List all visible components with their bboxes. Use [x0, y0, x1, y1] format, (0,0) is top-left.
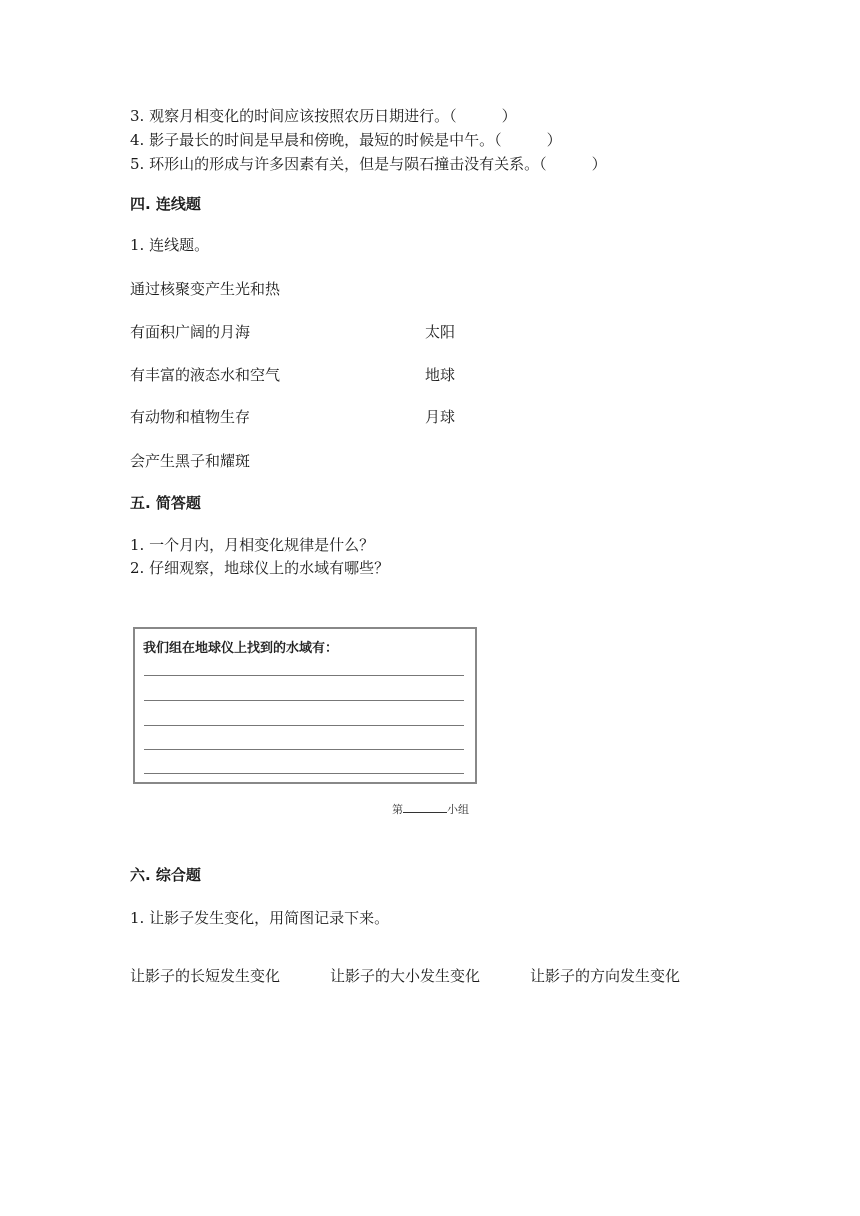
- matching-right-item: 太阳: [425, 323, 456, 341]
- matching-left-item: 通过核聚变产生光和热: [130, 280, 281, 298]
- answer-line: [144, 700, 464, 701]
- comprehensive-question: 1. 让影子发生变化，用简图记录下来。: [130, 909, 390, 927]
- shadow-column-size: 让影子的大小发生变化: [330, 967, 481, 985]
- matching-right-item: 月球: [425, 408, 456, 426]
- section-heading-short-answer: 五. 简答题: [130, 494, 201, 512]
- section-heading-matching: 四. 连线题: [130, 195, 201, 213]
- answer-line: [144, 725, 464, 726]
- shadow-column-direction: 让影子的方向发生变化: [530, 967, 681, 985]
- group-prefix: 第: [392, 803, 403, 816]
- answer-line: [144, 773, 464, 774]
- judgement-item-4: 4. 影子最长的时间是早晨和傍晚，最短的时候是中午。（ ）: [130, 131, 562, 149]
- group-number-label: [392, 801, 469, 817]
- matching-left-item: 有丰富的液态水和空气: [130, 366, 281, 384]
- matching-left-item: 有面积广阔的月海: [130, 323, 251, 341]
- matching-question: 1. 连线题。: [130, 236, 210, 254]
- matching-right-item: 地球: [425, 366, 456, 384]
- group-suffix: 小组: [447, 803, 469, 816]
- judgement-item-3: 3. 观察月相变化的时间应该按照农历日期进行。（ ）: [130, 107, 517, 125]
- judgement-item-5: 5. 环形山的形成与许多因素有关，但是与陨石撞击没有关系。（ ）: [130, 155, 607, 173]
- short-answer-question-2: 2. 仔细观察，地球仪上的水域有哪些？: [130, 559, 390, 577]
- section-heading-comprehensive: 六. 综合题: [130, 866, 201, 884]
- water-areas-answer-box: [133, 627, 477, 784]
- shadow-column-length: 让影子的长短发生变化: [130, 967, 281, 985]
- group-number-blank: [403, 803, 447, 813]
- matching-left-item: 会产生黑子和耀斑: [130, 452, 251, 470]
- answer-box-title: 我们组在地球仪上找到的水域有：: [143, 641, 339, 656]
- answer-line: [144, 675, 464, 676]
- matching-left-item: 有动物和植物生存: [130, 408, 251, 426]
- short-answer-question-1: 1. 一个月内，月相变化规律是什么？: [130, 536, 375, 554]
- answer-line: [144, 749, 464, 750]
